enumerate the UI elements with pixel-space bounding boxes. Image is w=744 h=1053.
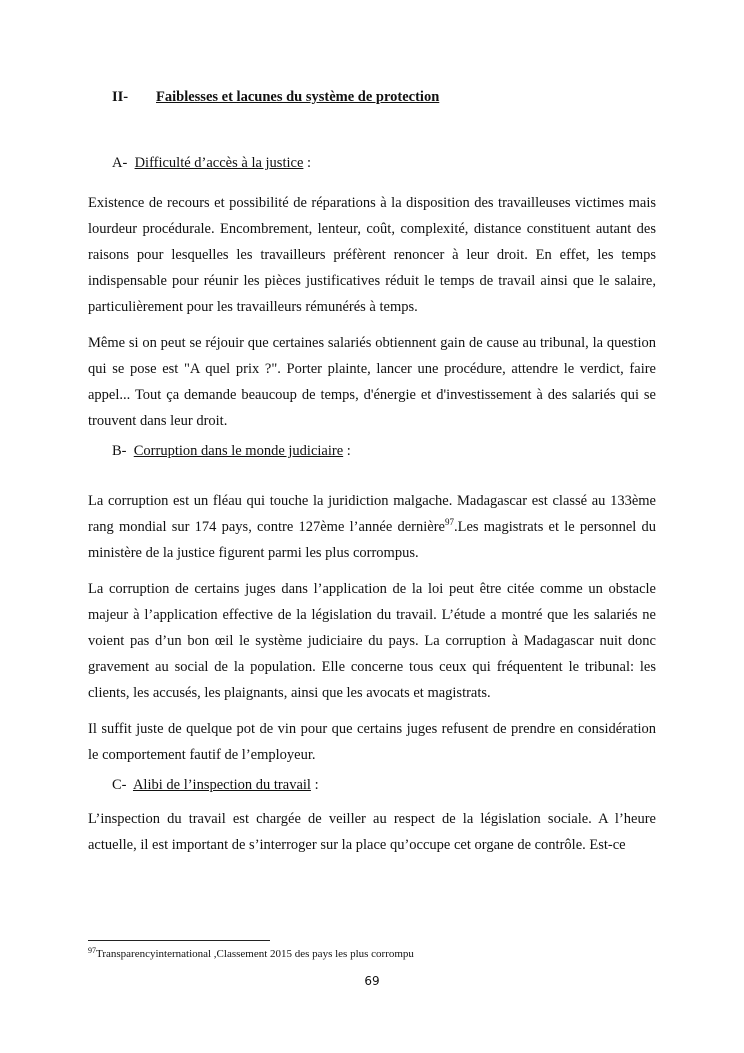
paragraph-judges-corruption: La corruption de certains juges dans l’application de la loi peut être citée comme un obstacle majeur à l’application effective de la législation du travail. L’étude a montré que les salariés ne voient pas d’un bon œil le système judiciaire du pays. La corruption à Madagascar nuit donc gravement au social de la population. Elle concerne tous ceux qui fréquentent le tribunal: les clients, les accusés, les plaignants, ainsi que les avocats et magistrats. bbox=[88, 581, 656, 701]
subsection-c-heading bbox=[88, 774, 656, 796]
footnote-separator bbox=[88, 940, 270, 941]
subsection-b-heading bbox=[88, 440, 656, 462]
section-heading bbox=[88, 86, 656, 108]
section-title: Faiblesses et lacunes du système de protection bbox=[156, 89, 440, 105]
subsection-a-title: Difficulté d’accès à la justice bbox=[134, 155, 304, 171]
paragraph-cost-question: Même si on peut se réjouir que certaines salariés obtiennent gain de cause au tribunal, la question qui se pose est "A quel prix ?". Porter plainte, lancer une procédure, attendre le verdict, faire appel... Tout ça demande beaucoup de temps, d'énergie et d'investissement à des salariés qui se trouvent dans leur droit. bbox=[88, 335, 656, 429]
subsection-c-label: C- bbox=[112, 777, 127, 793]
subsection-b-title: Corruption dans le monde judiciaire bbox=[133, 443, 344, 459]
subsection-a-heading bbox=[88, 152, 656, 174]
paragraph-corruption-ranking bbox=[88, 488, 656, 566]
subsection-a-label: A- bbox=[112, 155, 128, 171]
subsection-a-suffix: : bbox=[303, 155, 312, 171]
subsection-c-suffix: : bbox=[310, 777, 319, 793]
section-number: II- bbox=[112, 89, 129, 105]
footnote-reference: 97 bbox=[444, 517, 454, 527]
ranking-text: La corruption est un fléau qui touche la juridiction malgache. Madagascar est classé au 133ème rang mondial sur 174 pays, contre 127ème l’année dernière bbox=[88, 493, 656, 535]
subsection-b-label: B- bbox=[112, 443, 127, 459]
subsection-c-title: Alibi de l’inspection du travail bbox=[132, 777, 311, 793]
footnote-number: 97 bbox=[88, 946, 96, 955]
paragraph-bribes: Il suffit juste de quelque pot de vin pour que certains juges refusent de prendre en considération le comportement fautif de l’employeur. bbox=[88, 721, 656, 763]
paragraph-labour-inspection: L’inspection du travail est chargée de veiller au respect de la législation sociale. A l’heure actuelle, il est important de s’interroger sur la place qu’occupe cet organe de contrôle. Est-ce bbox=[88, 811, 656, 853]
footnote-text: Transparencyinternational ,Classement 2015 des pays les plus corrompu bbox=[96, 948, 414, 960]
page-number: 69 bbox=[364, 974, 380, 988]
paragraph-access-justice: Existence de recours et possibilité de réparations à la disposition des travailleuses victimes mais lourdeur procédurale. Encombrement, lenteur, coût, complexité, distance constituent autant des raisons pour lesquelles les travailleurs préfèrent renoncer à leur droit. En effet, les temps indispensable pour réunir les pièces justificatives réduit le temps de travail ainsi que le salaire, particulièrement pour les travailleurs rémunérés à temps. bbox=[88, 195, 656, 315]
footnote bbox=[88, 947, 414, 961]
page-content bbox=[88, 86, 656, 858]
ranking-text-continued: .Les magistrats et le personnel du ministère de la justice figurent parmi les plus corrompus. bbox=[88, 519, 656, 561]
subsection-b-suffix: : bbox=[343, 443, 351, 459]
